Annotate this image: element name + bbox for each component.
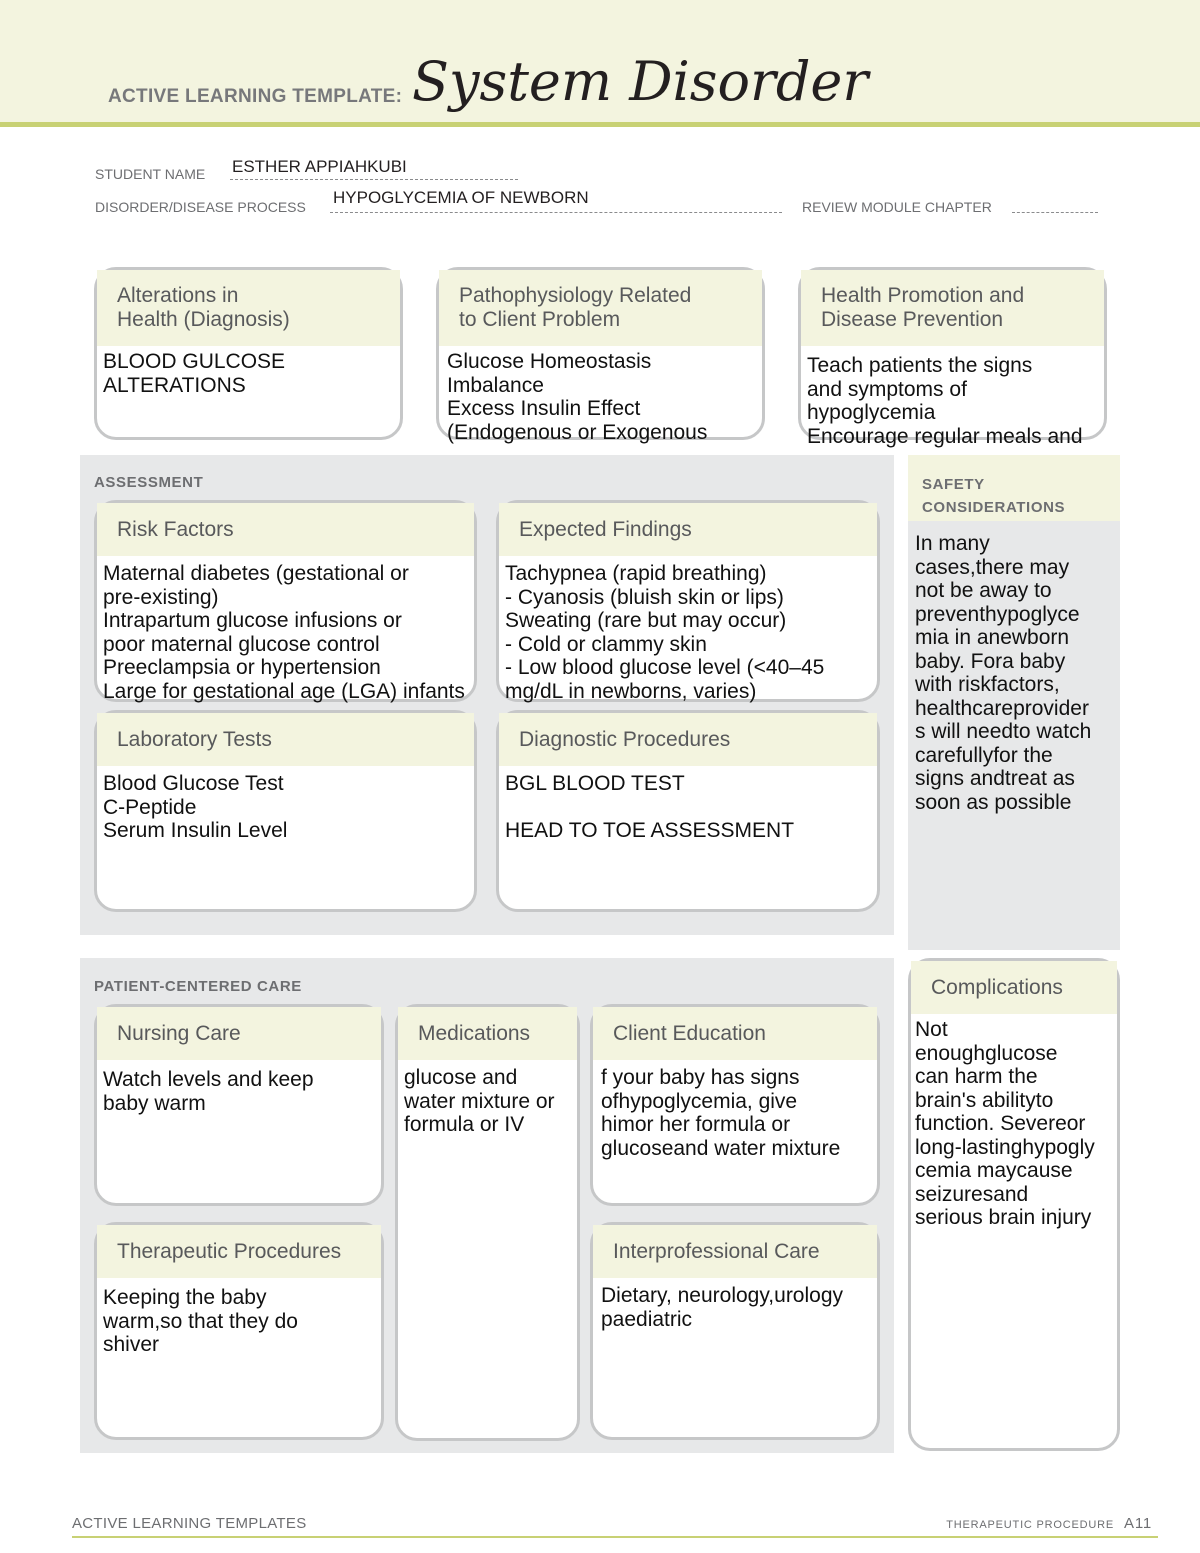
student-name-line xyxy=(230,179,518,180)
nursing-care-title: Nursing Care xyxy=(97,1007,381,1060)
pathophysiology-box xyxy=(436,267,765,444)
safety-body[interactable]: In many cases,there may not be away to preventhypoglyce mia in anewborn baby. Fora baby with riskfactors, healthcareprovider s will needto watch carefullyfor the signs andtreat as soon as possible xyxy=(915,532,1092,814)
alterations-box xyxy=(94,267,403,440)
client-education-title: Client Education xyxy=(593,1007,877,1060)
diagnostic-procedures-title: Diagnostic Procedures xyxy=(499,713,877,766)
client-education-body[interactable]: f your baby has signs ofhypoglycemia, give himor her formula or glucoseand water mixture xyxy=(601,1066,841,1160)
complications-body[interactable]: Not enoughglucose can harm the brain's abilityto function. Severeor long-lastinghypogly cemia maycause seizuresand serious brain injury xyxy=(915,1018,1095,1229)
risk-factors-body[interactable]: Maternal diabetes (gestational or pre-existing) Intrapartum glucose infusions or poor maternal glucose control Preeclampsia or hypertension Large for gestational age (LGA) infants xyxy=(103,562,465,703)
therapeutic-procedures-body[interactable]: Keeping the baby warm,so that they do shiver xyxy=(103,1286,298,1356)
expected-findings-body[interactable]: Tachypnea (rapid breathing) - Cyanosis (bluish skin or lips) Sweating (rare but may occur) - Cold or clammy skin - Low blood glucose level (<40–45 mg/dL in newborns, varies) xyxy=(505,562,825,703)
disorder-field[interactable]: HYPOGLYCEMIA OF NEWBORN xyxy=(333,188,589,207)
client-education-box xyxy=(590,1004,880,1206)
review-chapter-line xyxy=(1012,212,1098,213)
alterations-title: Alterations in Health (Diagnosis) xyxy=(97,270,400,346)
diagnostic-procedures-body[interactable]: BGL BLOOD TEST HEAD TO TOE ASSESSMENT xyxy=(505,772,795,842)
nursing-care-body[interactable]: Watch levels and keep baby warm xyxy=(103,1068,314,1115)
expected-findings-title: Expected Findings xyxy=(499,503,877,556)
lab-tests-body[interactable]: Blood Glucose Test C-Peptide Serum Insulin Level xyxy=(103,772,288,842)
health-promotion-box xyxy=(798,267,1107,448)
nursing-care-box xyxy=(94,1004,384,1206)
diagnostic-procedures-box xyxy=(496,710,880,912)
disorder-label: DISORDER/DISEASE PROCESS xyxy=(95,199,306,215)
expected-findings-box xyxy=(496,500,880,702)
interprofessional-care-title: Interprofessional Care xyxy=(593,1225,877,1278)
therapeutic-procedures-box xyxy=(94,1222,384,1440)
review-chapter-label: REVIEW MODULE CHAPTER xyxy=(802,199,992,215)
interprofessional-care-body[interactable]: Dietary, neurology,urology paediatric xyxy=(601,1284,844,1331)
footer-left: ACTIVE LEARNING TEMPLATES xyxy=(72,1515,307,1532)
footer-divider xyxy=(72,1536,1158,1538)
complications-box xyxy=(908,958,1120,1451)
assessment-heading: ASSESSMENT xyxy=(94,474,204,491)
safety-heading: SAFETY CONSIDERATIONS xyxy=(922,476,1066,516)
template-title: System Disorder xyxy=(412,50,869,113)
header-divider xyxy=(0,122,1200,127)
therapeutic-procedures-title: Therapeutic Procedures xyxy=(97,1225,381,1278)
alterations-body[interactable]: BLOOD GULCOSE ALTERATIONS xyxy=(103,350,286,397)
student-name-label: STUDENT NAME xyxy=(95,166,206,182)
medications-title: Medications xyxy=(398,1007,577,1060)
footer-procedure: THERAPEUTIC PROCEDURE xyxy=(946,1519,1115,1531)
patient-care-heading: PATIENT-CENTERED CARE xyxy=(94,978,302,995)
footer-right xyxy=(946,1515,1152,1532)
medications-box xyxy=(395,1004,580,1441)
lab-tests-title: Laboratory Tests xyxy=(97,713,474,766)
risk-factors-title: Risk Factors xyxy=(97,503,474,556)
health-promotion-body[interactable]: Teach patients the signs and symptoms of hypoglycemia Encourage regular meals and xyxy=(807,354,1083,448)
health-promotion-title: Health Promotion and Disease Prevention xyxy=(801,270,1104,346)
pathophysiology-body[interactable]: Glucose Homeostasis Imbalance Excess Insulin Effect (Endogenous or Exogenous xyxy=(447,350,708,444)
student-name-field[interactable]: ESTHER APPIAHKUBI xyxy=(232,157,407,176)
disorder-line xyxy=(330,212,782,213)
lab-tests-box xyxy=(94,710,477,912)
medications-body[interactable]: glucose and water mixture or formula or IV xyxy=(404,1066,555,1136)
complications-title: Complications xyxy=(911,961,1117,1014)
risk-factors-box xyxy=(94,500,477,702)
template-label: ACTIVE LEARNING TEMPLATE: xyxy=(108,86,403,107)
footer-page-number: A11 xyxy=(1124,1515,1152,1532)
pathophysiology-title: Pathophysiology Related to Client Problem xyxy=(439,270,762,346)
interprofessional-care-box xyxy=(590,1222,880,1440)
